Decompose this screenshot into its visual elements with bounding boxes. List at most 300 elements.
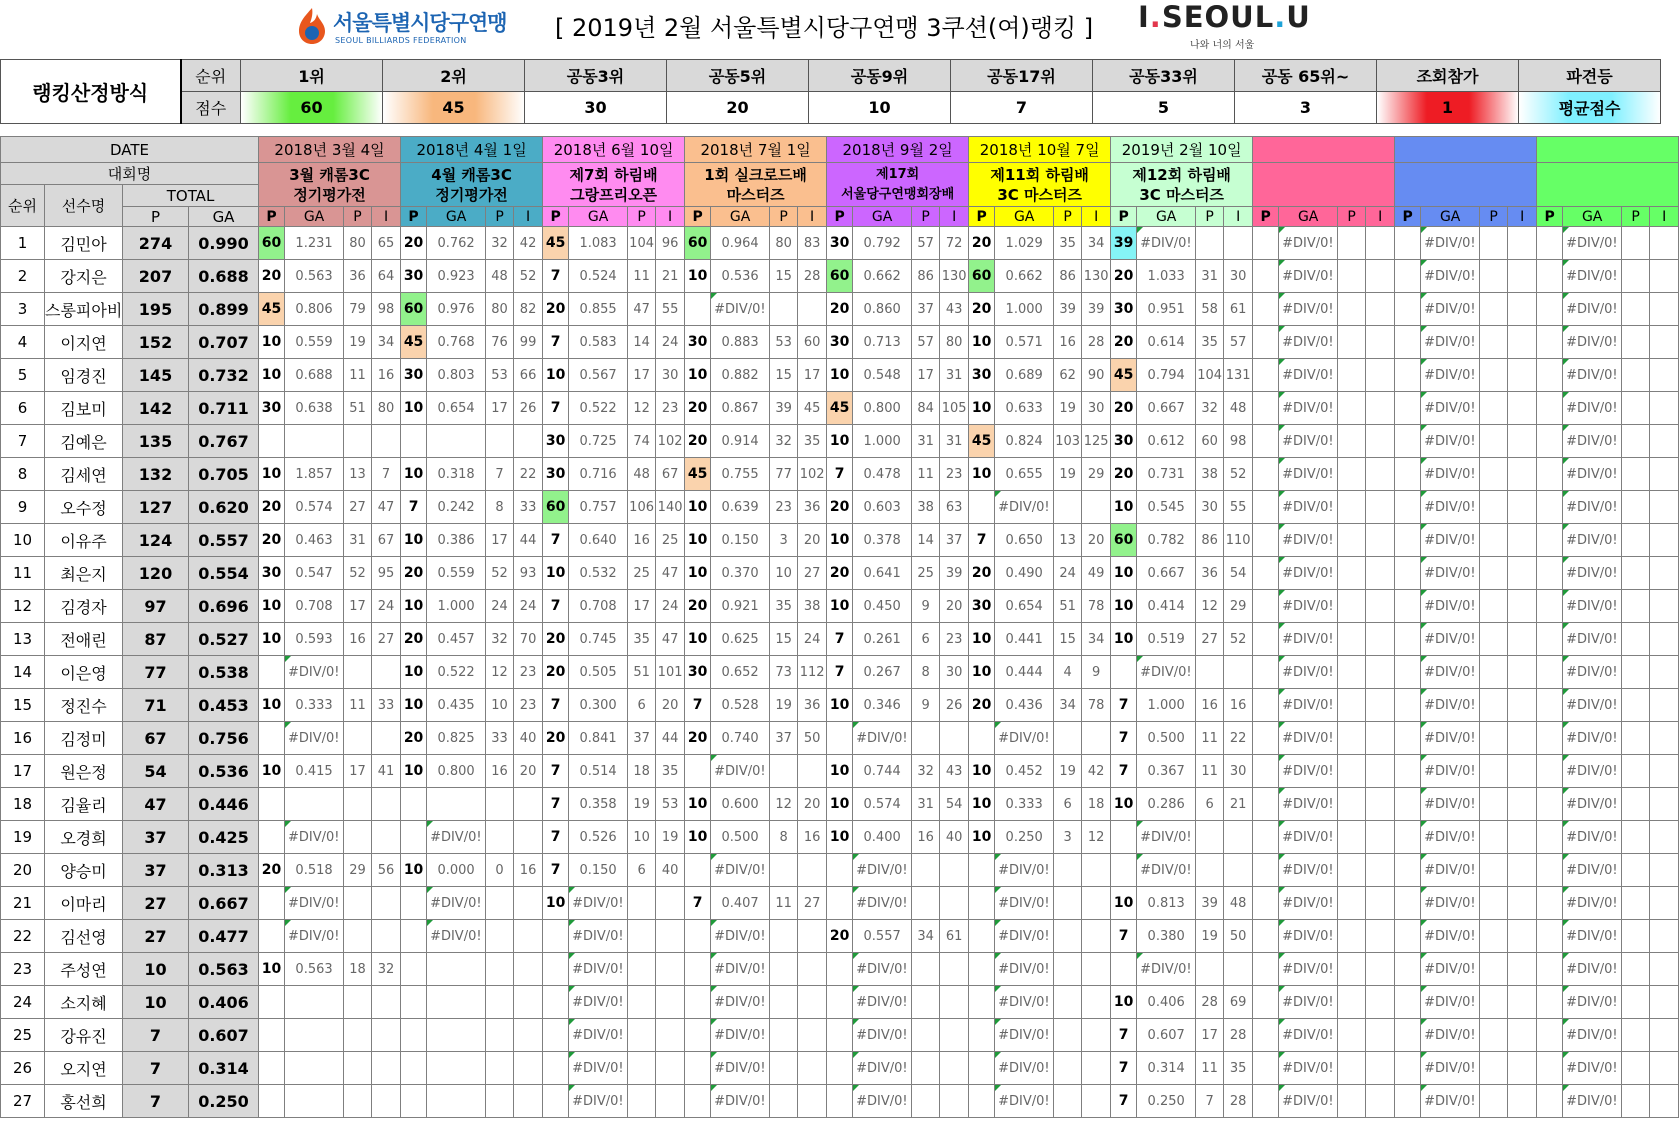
event-p <box>486 986 514 1019</box>
event-ga: 0.951 <box>1137 293 1196 326</box>
event-ga: 1.029 <box>995 227 1054 260</box>
event-ga: #DIV/0! <box>1421 524 1480 557</box>
total-ga: 0.446 <box>189 788 259 821</box>
event-points: 10 <box>401 458 427 491</box>
ranking-method-title: 랭킹산정방식 <box>1 60 181 124</box>
event-points <box>827 722 853 755</box>
event-i: 96 <box>656 227 685 260</box>
event-p <box>770 293 798 326</box>
event-points: 30 <box>685 656 711 689</box>
event-ga: 0.768 <box>427 326 486 359</box>
tournament-name-line2: 정기평가전 <box>293 185 366 204</box>
event-i: 60 <box>798 326 827 359</box>
event-ga: #DIV/0! <box>711 1085 770 1118</box>
event-points: 30 <box>259 557 285 590</box>
event-i <box>1508 656 1537 689</box>
event-i <box>1650 524 1679 557</box>
tier-score: 7 <box>951 92 1093 124</box>
event-ga: #DIV/0! <box>1563 359 1622 392</box>
event-points <box>1395 590 1421 623</box>
event-i: 47 <box>372 491 401 524</box>
event-p: 38 <box>912 491 940 524</box>
event-points: 10 <box>827 755 853 788</box>
player-name: 전애린 <box>45 623 123 656</box>
event-points: 20 <box>685 590 711 623</box>
event-i <box>514 425 543 458</box>
event-i: 95 <box>372 557 401 590</box>
event-ga: 0.370 <box>711 557 770 590</box>
event-points <box>1111 953 1137 986</box>
event-p: 6 <box>628 854 656 887</box>
event-i <box>1366 986 1395 1019</box>
total-points: 7 <box>123 1019 189 1052</box>
event-i: 16 <box>798 821 827 854</box>
event-i: 99 <box>514 326 543 359</box>
event-p-header: P <box>344 207 372 227</box>
event-ga-header: GA <box>853 207 912 227</box>
event-i <box>372 1085 401 1118</box>
tier-rank: 조회참가 <box>1377 60 1519 92</box>
tournament-name-line2: 그랑프리오픈 <box>570 185 658 204</box>
event-p <box>1338 524 1366 557</box>
total-points: 7 <box>123 1085 189 1118</box>
event-ga: #DIV/0! <box>285 821 344 854</box>
event-p: 37 <box>628 722 656 755</box>
event-ga: #DIV/0! <box>1421 1052 1480 1085</box>
event-p <box>1622 293 1650 326</box>
event-p: 11 <box>1196 1052 1224 1085</box>
table-row <box>1 854 1679 887</box>
event-p: 7 <box>486 458 514 491</box>
event-points <box>1395 260 1421 293</box>
event-ga: #DIV/0! <box>1563 260 1622 293</box>
event-ga: #DIV/0! <box>1279 491 1338 524</box>
event-i <box>1508 359 1537 392</box>
event-ga: #DIV/0! <box>1279 1052 1338 1085</box>
event-points: 7 <box>543 326 569 359</box>
event-p <box>770 1085 798 1118</box>
event-p <box>1338 788 1366 821</box>
event-ga: 0.490 <box>995 557 1054 590</box>
event-points <box>401 1019 427 1052</box>
tournament-label: 대회명 <box>1 163 259 185</box>
city-logo <box>1138 0 1338 52</box>
event-points <box>685 293 711 326</box>
event-ga: #DIV/0! <box>1421 623 1480 656</box>
event-p <box>1338 326 1366 359</box>
event-points <box>685 1085 711 1118</box>
event-ga: 0.547 <box>285 557 344 590</box>
event-i: 112 <box>798 656 827 689</box>
rank-cell: 21 <box>1 887 45 920</box>
event-i <box>1650 623 1679 656</box>
event-ga <box>285 788 344 821</box>
event-i <box>1650 1085 1679 1118</box>
event-p <box>1480 887 1508 920</box>
event-p: 11 <box>912 458 940 491</box>
event-points <box>1253 524 1279 557</box>
event-p: 48 <box>486 260 514 293</box>
event-i <box>1082 854 1111 887</box>
event-points <box>543 1052 569 1085</box>
event-points <box>1395 557 1421 590</box>
player-name: 이마리 <box>45 887 123 920</box>
event-p <box>1480 788 1508 821</box>
event-p <box>770 755 798 788</box>
event-p: 16 <box>628 524 656 557</box>
event-i: 90 <box>1082 359 1111 392</box>
tier-rank: 2위 <box>383 60 525 92</box>
event-points: 10 <box>685 788 711 821</box>
event-points-header: P <box>543 207 569 227</box>
event-points <box>1253 986 1279 1019</box>
event-i: 12 <box>1082 821 1111 854</box>
event-ga: #DIV/0! <box>853 1019 912 1052</box>
event-ga: 0.500 <box>1137 722 1196 755</box>
event-i <box>1650 920 1679 953</box>
event-p <box>770 1052 798 1085</box>
event-points <box>1395 458 1421 491</box>
event-i <box>1508 920 1537 953</box>
event-ga: 0.825 <box>427 722 486 755</box>
event-ga <box>285 1019 344 1052</box>
event-i <box>1082 887 1111 920</box>
total-ga-header: GA <box>189 207 259 227</box>
event-points <box>827 1052 853 1085</box>
event-ga: 0.614 <box>1137 326 1196 359</box>
event-p: 104 <box>1196 359 1224 392</box>
event-points: 10 <box>1111 986 1137 1019</box>
event-points <box>1537 458 1563 491</box>
event-i: 80 <box>940 326 969 359</box>
event-points <box>1253 293 1279 326</box>
event-i: 72 <box>940 227 969 260</box>
table-row <box>1 1085 1679 1118</box>
event-p <box>1480 953 1508 986</box>
event-points <box>1537 491 1563 524</box>
event-p: 35 <box>770 590 798 623</box>
event-i <box>514 953 543 986</box>
event-ga: 0.415 <box>285 755 344 788</box>
event-i: 28 <box>1224 1019 1253 1052</box>
event-p <box>1622 392 1650 425</box>
event-i: 63 <box>940 491 969 524</box>
event-ga: #DIV/0! <box>711 1019 770 1052</box>
event-i: 78 <box>1082 590 1111 623</box>
event-i: 24 <box>514 590 543 623</box>
tier-score: 10 <box>809 92 951 124</box>
event-ga: #DIV/0! <box>853 1052 912 1085</box>
total-points: 27 <box>123 887 189 920</box>
event-points: 10 <box>827 788 853 821</box>
table-row <box>1 755 1679 788</box>
rank-cell: 7 <box>1 425 45 458</box>
event-points: 10 <box>827 821 853 854</box>
event-points <box>1395 1085 1421 1118</box>
event-p-header: P <box>628 207 656 227</box>
event-p: 51 <box>1054 590 1082 623</box>
event-p: 37 <box>770 722 798 755</box>
event-p <box>344 821 372 854</box>
event-points: 20 <box>543 656 569 689</box>
event-ga: #DIV/0! <box>1563 458 1622 491</box>
event-ga: 0.559 <box>285 326 344 359</box>
event-i <box>1082 953 1111 986</box>
rank-cell: 15 <box>1 689 45 722</box>
event-points <box>1253 920 1279 953</box>
event-p: 15 <box>770 623 798 656</box>
event-p <box>1338 392 1366 425</box>
event-ga: #DIV/0! <box>1563 557 1622 590</box>
total-points: 97 <box>123 590 189 623</box>
event-points: 30 <box>685 326 711 359</box>
page-title: [ 2019년 2월 서울특별시당구연맹 3쿠션(여)랭킹 ] <box>555 14 1094 42</box>
event-p: 86 <box>912 260 940 293</box>
event-i <box>1366 491 1395 524</box>
total-points: 207 <box>123 260 189 293</box>
total-ga: 0.607 <box>189 1019 259 1052</box>
total-points: 67 <box>123 722 189 755</box>
event-i <box>798 1085 827 1118</box>
event-i <box>372 887 401 920</box>
event-ga: #DIV/0! <box>853 887 912 920</box>
event-i: 20 <box>656 689 685 722</box>
event-i: 39 <box>940 557 969 590</box>
event-points <box>259 1085 285 1118</box>
event-i: 48 <box>1224 392 1253 425</box>
event-points: 20 <box>969 557 995 590</box>
event-points: 10 <box>1111 557 1137 590</box>
event-i: 35 <box>1224 1052 1253 1085</box>
event-p <box>770 953 798 986</box>
total-points: 7 <box>123 1052 189 1085</box>
event-points <box>1253 260 1279 293</box>
event-points: 7 <box>543 590 569 623</box>
event-ga: 0.526 <box>569 821 628 854</box>
total-ga: 0.707 <box>189 326 259 359</box>
rank-label: 순위 <box>181 60 241 92</box>
table-row <box>1 227 1679 260</box>
event-i: 26 <box>514 392 543 425</box>
event-i: 80 <box>372 392 401 425</box>
event-p: 51 <box>344 392 372 425</box>
event-p: 12 <box>628 392 656 425</box>
event-i: 40 <box>940 821 969 854</box>
event-points: 60 <box>1111 524 1137 557</box>
event-ga: 0.242 <box>427 491 486 524</box>
event-p: 19 <box>1196 920 1224 953</box>
tournament-name-line1: 3월 캐롬3C <box>289 165 370 184</box>
event-p <box>1480 491 1508 524</box>
event-p: 17 <box>486 392 514 425</box>
event-points <box>1253 755 1279 788</box>
event-i <box>1082 491 1111 524</box>
event-ga: #DIV/0! <box>1421 326 1480 359</box>
total-points: 132 <box>123 458 189 491</box>
event-points <box>685 1052 711 1085</box>
total-ga: 0.620 <box>189 491 259 524</box>
event-ga: 0.548 <box>853 359 912 392</box>
event-ga: #DIV/0! <box>1137 656 1196 689</box>
event-ga: 0.708 <box>569 590 628 623</box>
event-i: 57 <box>1224 326 1253 359</box>
rank-cell: 2 <box>1 260 45 293</box>
event-ga: #DIV/0! <box>1421 755 1480 788</box>
event-points <box>827 953 853 986</box>
event-ga: #DIV/0! <box>1421 359 1480 392</box>
event-p: 13 <box>1054 524 1082 557</box>
event-p: 28 <box>1196 986 1224 1019</box>
event-ga: #DIV/0! <box>1421 557 1480 590</box>
event-points <box>1537 854 1563 887</box>
event-ga: #DIV/0! <box>569 1019 628 1052</box>
event-points <box>685 755 711 788</box>
event-i: 43 <box>940 293 969 326</box>
player-name: 임경진 <box>45 359 123 392</box>
event-i <box>940 986 969 1019</box>
event-ga: #DIV/0! <box>1137 953 1196 986</box>
event-points: 10 <box>259 953 285 986</box>
event-points <box>259 920 285 953</box>
table-row <box>1 920 1679 953</box>
event-i <box>1366 1019 1395 1052</box>
event-ga: #DIV/0! <box>1421 986 1480 1019</box>
event-i: 56 <box>372 854 401 887</box>
rank-cell: 20 <box>1 854 45 887</box>
event-points <box>969 887 995 920</box>
event-p <box>1196 953 1224 986</box>
event-p <box>1196 854 1224 887</box>
event-points: 10 <box>969 458 995 491</box>
player-name: 김세연 <box>45 458 123 491</box>
player-header: 선수명 <box>45 185 123 227</box>
tournament-date: 2018년 9월 2일 <box>827 137 969 163</box>
rank-cell: 1 <box>1 227 45 260</box>
event-ga: 0.441 <box>995 623 1054 656</box>
event-p: 16 <box>912 821 940 854</box>
total-ga: 0.696 <box>189 590 259 623</box>
event-i: 28 <box>1082 326 1111 359</box>
event-p: 86 <box>1196 524 1224 557</box>
event-points <box>1537 392 1563 425</box>
event-points <box>1395 788 1421 821</box>
event-points: 20 <box>827 491 853 524</box>
event-i <box>1508 722 1537 755</box>
event-ga: #DIV/0! <box>1137 854 1196 887</box>
event-i: 29 <box>1082 458 1111 491</box>
event-i: 36 <box>798 689 827 722</box>
event-p: 17 <box>628 359 656 392</box>
player-name: 김선영 <box>45 920 123 953</box>
event-points: 7 <box>1111 722 1137 755</box>
event-ga: 0.654 <box>995 590 1054 623</box>
event-points: 7 <box>543 392 569 425</box>
event-points: 7 <box>401 491 427 524</box>
rank-cell: 22 <box>1 920 45 953</box>
event-p: 6 <box>628 689 656 722</box>
event-points <box>543 986 569 1019</box>
event-i <box>1508 293 1537 326</box>
event-ga: #DIV/0! <box>1563 854 1622 887</box>
tier-score: 45 <box>383 92 525 124</box>
event-ga: 0.841 <box>569 722 628 755</box>
event-i: 31 <box>940 425 969 458</box>
event-i <box>1366 359 1395 392</box>
event-points: 10 <box>543 359 569 392</box>
tournament-date <box>1253 137 1395 163</box>
event-p: 32 <box>486 227 514 260</box>
event-points <box>1253 887 1279 920</box>
event-ga: 0.574 <box>285 491 344 524</box>
event-i: 32 <box>372 953 401 986</box>
event-p: 32 <box>770 425 798 458</box>
event-i: 35 <box>656 755 685 788</box>
event-points <box>1395 986 1421 1019</box>
event-ga: 0.762 <box>427 227 486 260</box>
event-points: 45 <box>1111 359 1137 392</box>
event-p: 57 <box>912 227 940 260</box>
event-points: 10 <box>1111 491 1137 524</box>
event-points <box>259 656 285 689</box>
player-name: 김정미 <box>45 722 123 755</box>
total-points: 135 <box>123 425 189 458</box>
event-points <box>1395 821 1421 854</box>
event-p: 35 <box>1054 227 1082 260</box>
event-ga: #DIV/0! <box>427 887 486 920</box>
event-i <box>1650 293 1679 326</box>
table-row <box>1 623 1679 656</box>
event-points <box>1395 656 1421 689</box>
event-points: 20 <box>685 392 711 425</box>
event-i <box>1366 821 1395 854</box>
table-row <box>1 524 1679 557</box>
event-i: 34 <box>1082 623 1111 656</box>
event-ga: #DIV/0! <box>995 854 1054 887</box>
event-ga: 0.654 <box>427 392 486 425</box>
event-p: 12 <box>1196 590 1224 623</box>
total-points: 37 <box>123 854 189 887</box>
tournament-date <box>1395 137 1537 163</box>
event-i <box>1366 623 1395 656</box>
rank-cell: 10 <box>1 524 45 557</box>
event-i: 24 <box>656 590 685 623</box>
tier-rank: 공동17위 <box>951 60 1093 92</box>
event-p: 39 <box>1196 887 1224 920</box>
event-i <box>1366 788 1395 821</box>
event-p <box>1622 458 1650 491</box>
event-points <box>827 1019 853 1052</box>
event-points: 30 <box>1111 293 1137 326</box>
event-p <box>1338 1085 1366 1118</box>
event-p <box>1338 656 1366 689</box>
event-p <box>1622 359 1650 392</box>
event-i: 131 <box>1224 359 1253 392</box>
event-points <box>259 1052 285 1085</box>
event-ga: #DIV/0! <box>995 953 1054 986</box>
event-ga: 0.478 <box>853 458 912 491</box>
tournament-name <box>685 163 827 207</box>
total-points: 71 <box>123 689 189 722</box>
event-p: 8 <box>912 656 940 689</box>
event-p: 9 <box>912 590 940 623</box>
event-p: 25 <box>912 557 940 590</box>
event-i: 41 <box>372 755 401 788</box>
event-ga: #DIV/0! <box>1563 689 1622 722</box>
event-ga: #DIV/0! <box>1279 1085 1338 1118</box>
event-p <box>912 722 940 755</box>
event-points: 20 <box>827 293 853 326</box>
event-i <box>1366 689 1395 722</box>
